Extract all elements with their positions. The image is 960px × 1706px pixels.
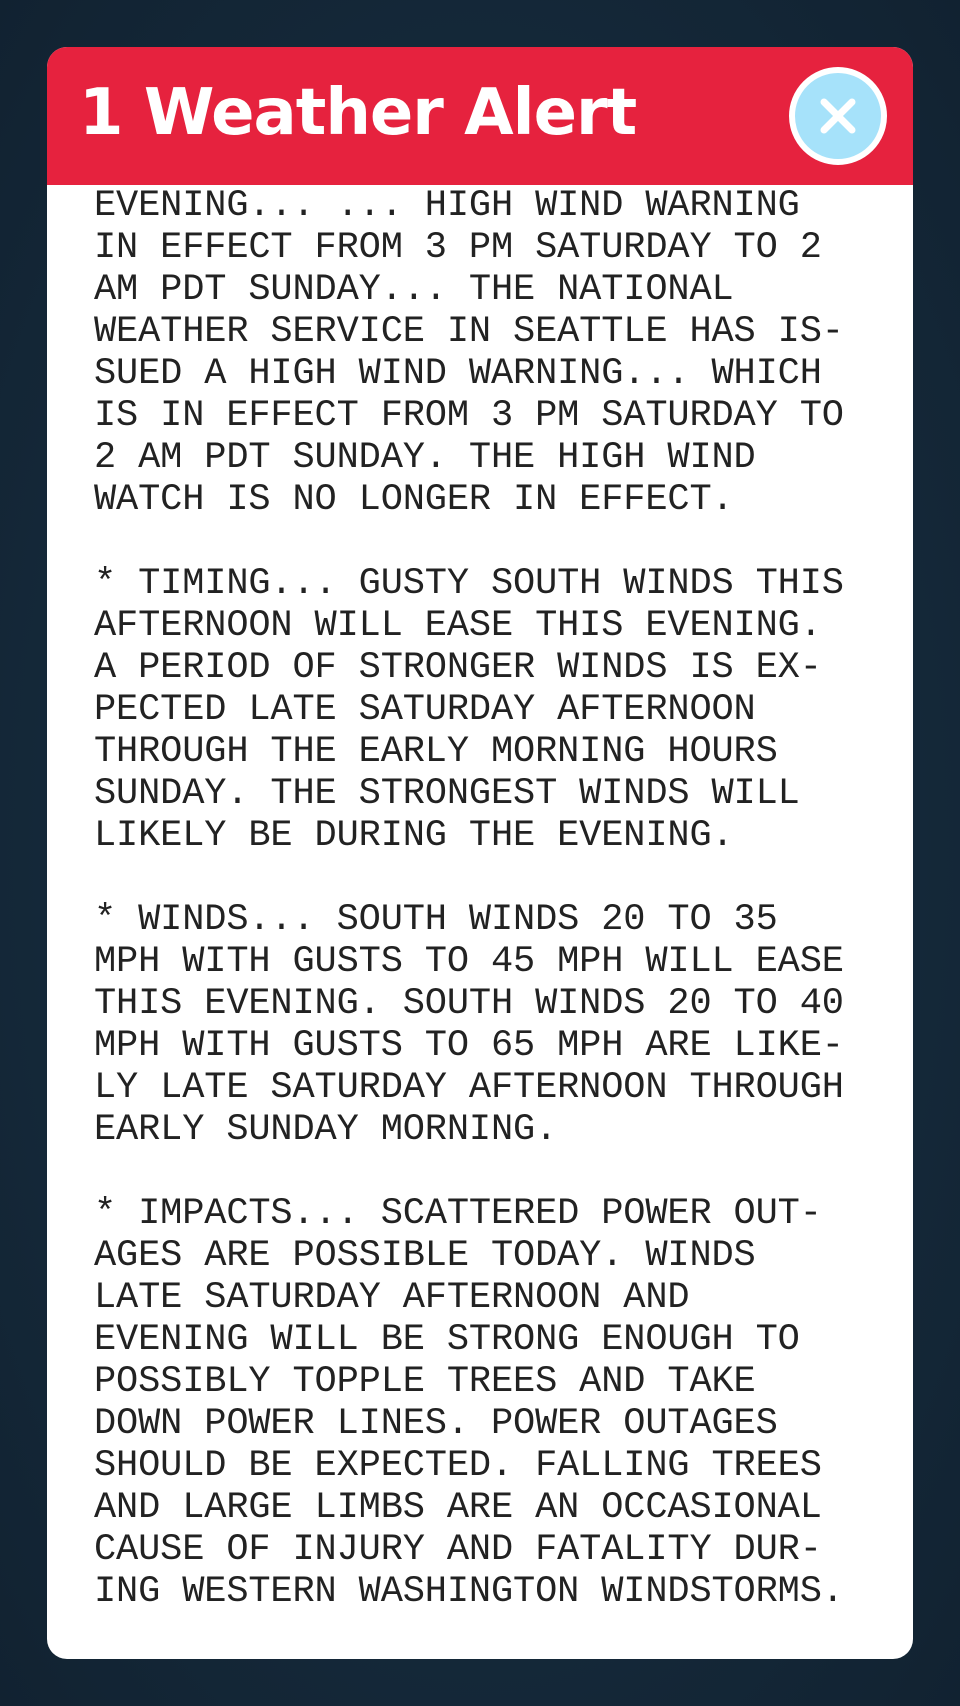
weather-alert-dialog [47, 47, 913, 1659]
close-x-icon [818, 96, 858, 136]
alert-description-text: EVENING... ... HIGH WIND WARNING IN EFFECT FROM 3 PM SATURDAY TO 2 AM PDT SUNDAY... THE NATIONAL WEATHER SERVICE IN SEATTLE HAS IS- SUED A HIGH WIND WARNING... WHICH IS IN EFFECT FROM 3 PM SATURDAY TO 2 AM PDT SUNDAY. THE HIGH WIND WATCH IS NO LONGER IN EFFECT. * TIMING... GUSTY SOUTH WINDS THIS AFTERNOON WILL EASE THIS EVENING. A PERIOD OF STRONGER WINDS IS EX- PECTED LATE SATURDAY AFTERNOON THROUGH THE EARLY MORNING HOURS SUNDAY. THE STRONGEST WINDS WILL LIKELY BE DURING THE EVENING. * WINDS... SOUTH WINDS 20 TO 35 MPH WITH GUSTS TO 45 MPH WILL EASE THIS EVENING. SOUTH WINDS 20 TO 40 MPH WITH GUSTS TO 65 MPH ARE LIKE- LY LATE SATURDAY AFTERNOON THROUGH EARLY SUNDAY MORNING. * IMPACTS... SCATTERED POWER OUT- AGES ARE POSSIBLE TODAY. WINDS LATE SATURDAY AFTERNOON AND EVENING WILL BE STRONG ENOUGH TO POSSIBLY TOPPLE TREES AND TAKE DOWN POWER LINES. POWER OUTAGES SHOULD BE EXPECTED. FALLING TREES AND LARGE LIMBS ARE AN OCCASIONAL CAUSE OF INJURY AND FATALITY DUR- ING WESTERN WASHINGTON WINDSTORMS. [94, 185, 844, 1613]
alert-body-scroll-area[interactable] [94, 185, 894, 1659]
dialog-header [47, 47, 913, 185]
close-button[interactable] [789, 67, 887, 165]
dialog-title: 1 Weather Alert [79, 76, 637, 150]
